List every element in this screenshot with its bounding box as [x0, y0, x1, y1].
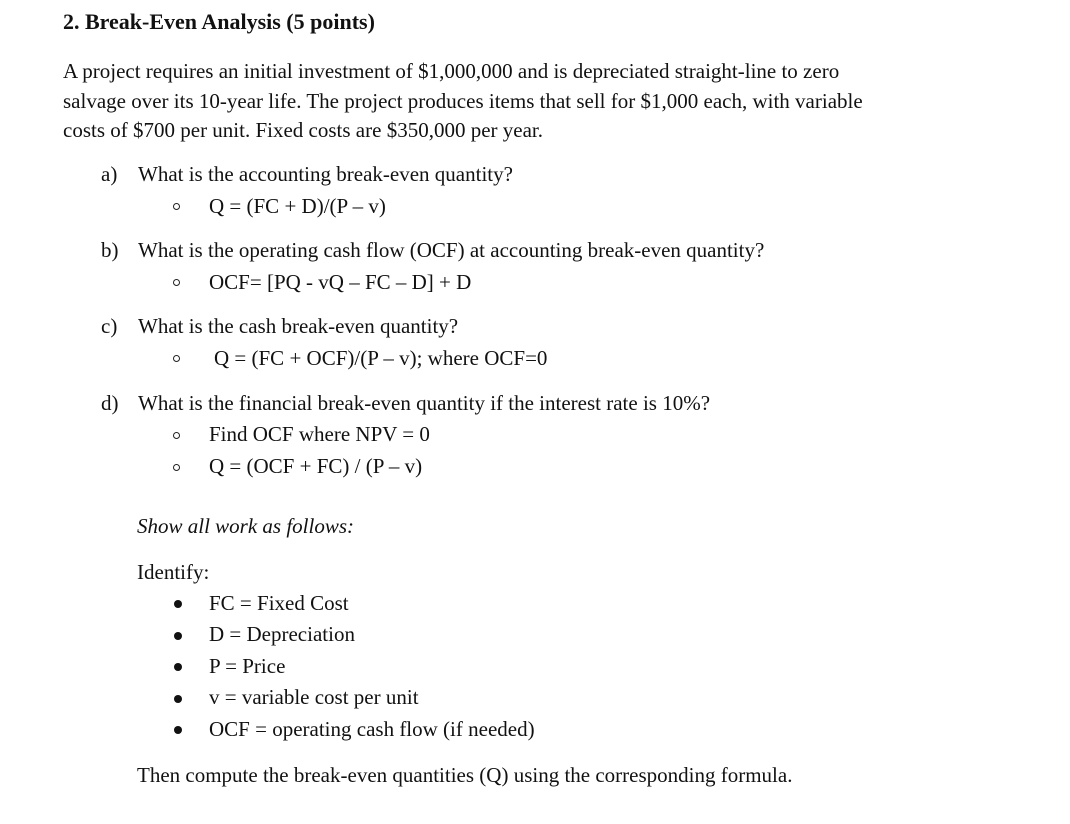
question-text: What is the cash break-even quantity?: [138, 314, 459, 338]
question-a: [101, 162, 513, 187]
bullet-icon: [174, 726, 182, 734]
hollow-bullet-icon: [173, 432, 180, 439]
intro-line: A project requires an initial investment of $1,000,000 and is depreciated straight-line to zero: [63, 59, 840, 83]
intro-line: costs of $700 per unit. Fixed costs are $350,000 per year.: [63, 118, 543, 142]
section-title: 2. Break-Even Analysis (5 points): [63, 9, 375, 34]
identify-item: D = Depreciation: [209, 622, 355, 646]
hollow-bullet-icon: [173, 203, 180, 210]
identify-item: FC = Fixed Cost: [209, 591, 349, 615]
question-text: What is the accounting break-even quantity?: [138, 162, 513, 186]
identify-label: Identify:: [137, 560, 210, 584]
question-label: b): [101, 238, 119, 262]
bullet-icon: [174, 600, 182, 608]
question-label: a): [101, 162, 118, 186]
question-text: What is the operating cash flow (OCF) at accounting break-even quantity?: [138, 238, 765, 262]
hollow-bullet-icon: [173, 355, 180, 362]
bullet-icon: [174, 663, 182, 671]
bullet-icon: [174, 695, 182, 703]
question-c: [101, 314, 458, 339]
question-b: [101, 238, 764, 263]
identify-item: P = Price: [209, 654, 286, 678]
closing-instruction: Then compute the break-even quantities (Q) using the corresponding formula.: [137, 763, 793, 787]
hollow-bullet-icon: [173, 464, 180, 471]
formula-hint: Q = (FC + OCF)/(P – v); where OCF=0: [214, 346, 548, 370]
question-label: c): [101, 314, 118, 338]
question-label: d): [101, 391, 119, 415]
formula-hint: Q = (OCF + FC) / (P – v): [209, 454, 423, 478]
intro-paragraph: [63, 57, 1053, 146]
hollow-bullet-icon: [173, 279, 180, 286]
formula-hint: Q = (FC + D)/(P – v): [209, 194, 386, 218]
intro-line: salvage over its 10-year life. The project produces items that sell for $1,000 each, with variable: [63, 88, 863, 113]
show-work-heading: Show all work as follows:: [137, 514, 355, 538]
identify-item: OCF = operating cash flow (if needed): [209, 717, 535, 741]
identify-item: v = variable cost per unit: [209, 685, 419, 709]
formula-hint: Find OCF where NPV = 0: [209, 422, 430, 446]
bullet-icon: [174, 632, 182, 640]
formula-hint: OCF= [PQ - vQ – FC – D] + D: [209, 270, 472, 294]
question-text: What is the financial break-even quantity if the interest rate is 10%?: [138, 391, 711, 415]
question-d: [101, 391, 710, 416]
